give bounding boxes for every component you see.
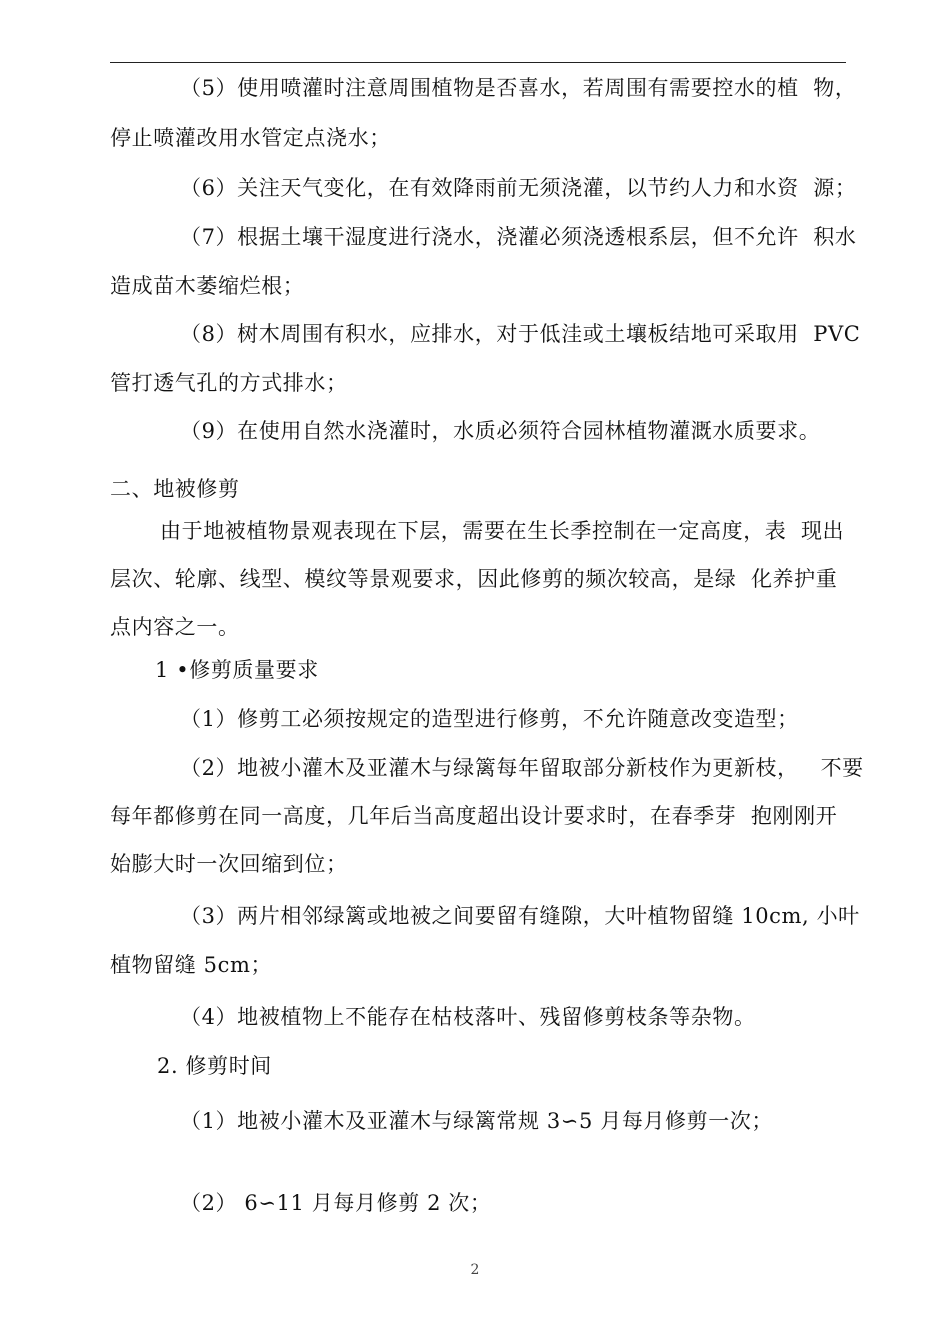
paragraph-line: 植物留缝 5cm； <box>110 953 273 977</box>
page-number: 2 <box>470 1262 480 1278</box>
subsection-heading: 1 •修剪质量要求 <box>155 658 319 682</box>
header-rule <box>110 62 846 63</box>
paragraph-line: 造成苗木萎缩烂根； <box>110 274 305 298</box>
paragraph-line: （7）根据土壤干湿度进行浇水，浇灌必须浇透根系层，但不允许 积水 <box>180 225 857 249</box>
paragraph-line: （5）使用喷灌时注意周围植物是否喜水，若周围有需要控水的植 物， <box>180 76 857 100</box>
paragraph-line: 停止喷灌改用水管定点浇水； <box>110 126 391 150</box>
paragraph-line: （1）修剪工必须按规定的造型进行修剪，不允许随意改变造型； <box>180 707 799 731</box>
paragraph-line: 每年都修剪在同一高度，几年后当高度超出设计要求时，在春季芽 抱刚刚开 <box>110 804 838 828</box>
paragraph-line: （9）在使用自然水浇灌时，水质必须符合园林植物灌溉水质要求。 <box>180 419 821 443</box>
paragraph-line: （3）两片相邻绿篱或地被之间要留有缝隙，大叶植物留缝 10cm, 小叶 <box>180 904 860 928</box>
paragraph-line: （2） 6∽11 月每月修剪 2 次； <box>180 1191 492 1215</box>
paragraph-line: （6）关注天气变化，在有效降雨前无须浇灌，以节约人力和水资 源； <box>180 176 857 200</box>
subsection-heading: 2. 修剪时间 <box>157 1054 272 1078</box>
paragraph-line: 始膨大时一次回缩到位； <box>110 852 348 876</box>
paragraph-line: （4）地被植物上不能存在枯枝落叶、残留修剪枝条等杂物。 <box>180 1005 756 1029</box>
paragraph-line: 管打透气孔的方式排水； <box>110 371 348 395</box>
paragraph-line: （1）地被小灌木及亚灌木与绿篱常规 3∽5 月每月修剪一次； <box>180 1109 774 1133</box>
paragraph-line: （2）地被小灌木及亚灌木与绿篱每年留取部分新枝作为更新枝， 不要 <box>180 756 864 780</box>
paragraph-line: 由于地被植物景观表现在下层，需要在生长季控制在一定高度，表 现出 <box>160 519 845 543</box>
paragraph-line: 点内容之一。 <box>110 615 240 639</box>
paragraph-line: 层次、轮廓、线型、模纹等景观要求，因此修剪的频次较高，是绿 化养护重 <box>110 567 838 591</box>
section-heading: 二、地被修剪 <box>110 477 240 501</box>
paragraph-line: （8）树木周围有积水，应排水，对于低洼或土壤板结地可采取用 PVC <box>180 322 861 346</box>
